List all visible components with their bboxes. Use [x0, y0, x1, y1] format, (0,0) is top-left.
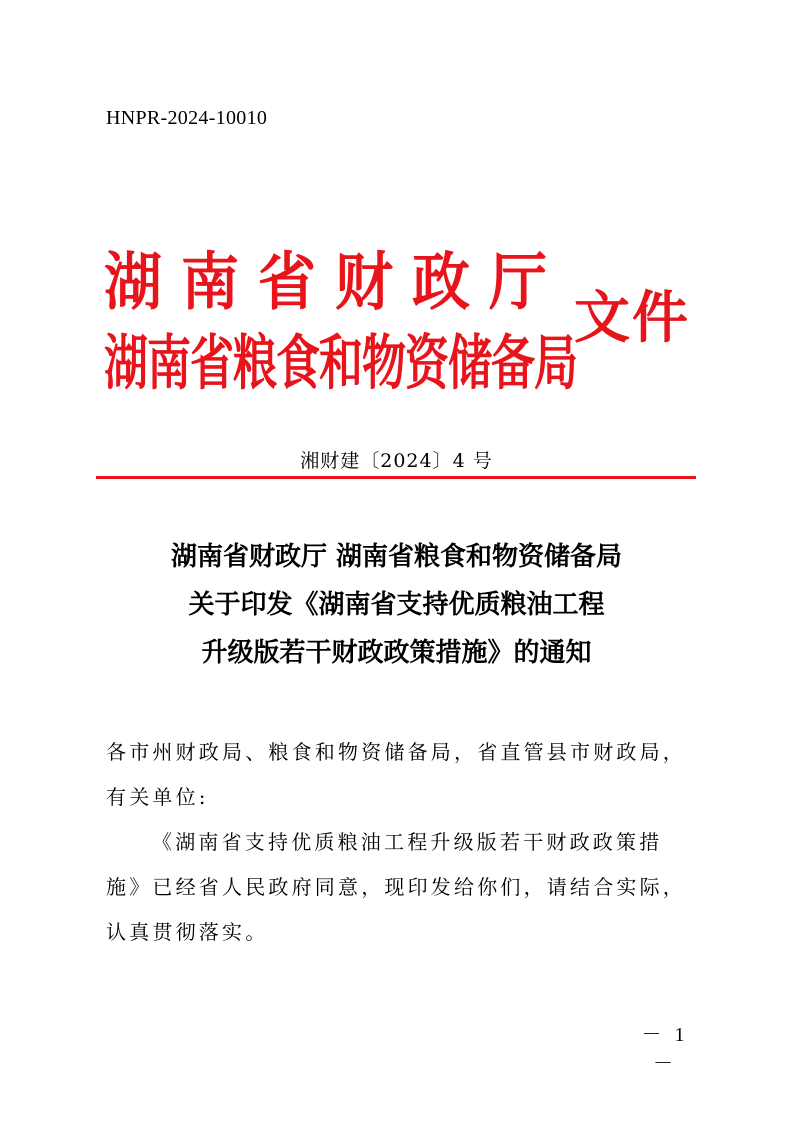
page-number: － 1 －: [641, 1024, 689, 1075]
red-divider-line: [96, 476, 696, 479]
body-paragraph: 《湖南省支持优质粮油工程升级版若干财政政策措施》已经省人民政府同意，现印发给你们，请结合实际，认真贯彻落实。: [106, 830, 686, 944]
issuer-name-finance-department: 湖南省财政厅: [104, 245, 567, 319]
title-line-3: 升级版若干财政政策措施》的通知: [201, 638, 592, 668]
document-title: [0, 533, 793, 677]
recipients-line: 各市州财政局、粮食和物资储备局，省直管县市财政局，有关单位:: [106, 740, 686, 809]
issuer-document-suffix: 文件: [574, 286, 690, 351]
document-id: HNPR-2024-10010: [106, 107, 268, 129]
issuer-header: [104, 244, 704, 404]
title-line-2: 关于印发《湖南省支持优质粮油工程: [188, 590, 605, 620]
title-line-1: 湖南省财政厅 湖南省粮食和物资储备局: [170, 542, 623, 572]
document-number: 湘财建〔2024〕4 号: [300, 450, 493, 472]
issuer-name-grain-bureau: 湖南省粮食和物资储备局: [104, 329, 577, 399]
document-body: [106, 730, 694, 955]
